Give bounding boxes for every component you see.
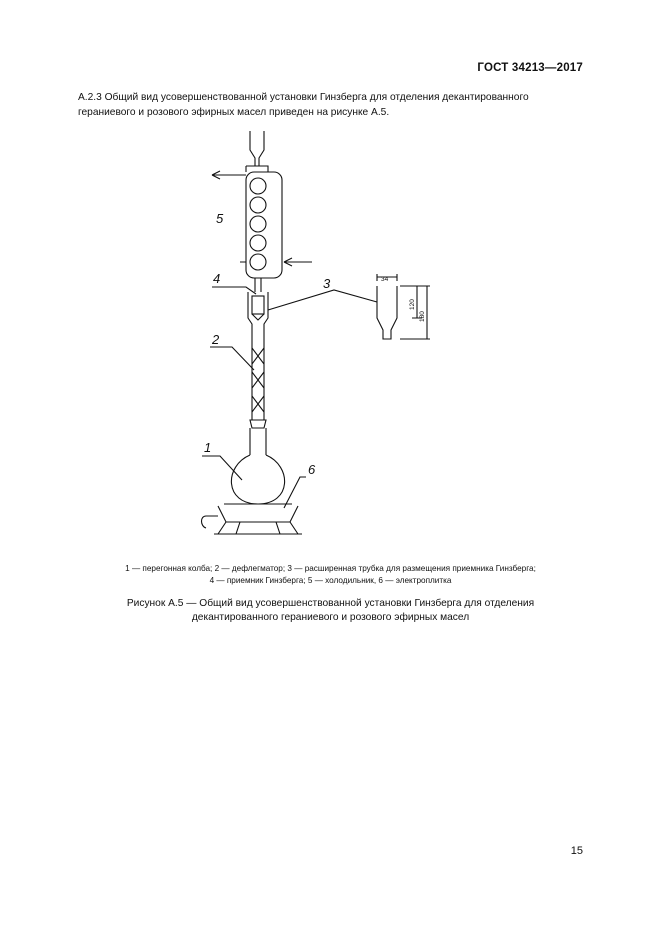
flask-neck — [250, 428, 266, 455]
legend-line-2: 4 — приемник Гинзберга; 5 — холодильник, 6 — электроплитка — [209, 576, 452, 585]
condenser-bulbs — [250, 178, 266, 270]
dim-width: 34 — [381, 276, 389, 283]
figure-legend — [60, 563, 601, 587]
label-2: 2 — [212, 332, 220, 347]
leader-6 — [284, 477, 306, 508]
condenser-jacket — [246, 172, 282, 278]
leader-3 — [268, 290, 377, 310]
condenser-top-left — [250, 131, 255, 166]
leader-1 — [202, 456, 242, 480]
caption-line-1: Рисунок А.5 — Общий вид усовершенствованной установки Гинзберга для отделения — [126, 598, 535, 609]
label-3: 3 — [323, 276, 331, 291]
legend-line-1: 1 — перегонная колба; 2 — дефлегматор; 3 — расширенная трубка для размещения приемника Гинзберга; — [125, 564, 536, 573]
dim-120: 120 — [409, 299, 416, 310]
label-6: 6 — [308, 462, 316, 477]
label-4: 4 — [213, 271, 221, 286]
label-1: 1 — [204, 440, 212, 455]
dephlegmator — [252, 336, 264, 420]
page-number: 15 — [570, 845, 583, 857]
hot-plate — [218, 504, 298, 522]
intro-paragraph: А.2.3 Общий вид усовершенствованной установки Гинзберга для отделения декантированного гераниевого и розового эфирных масел приведен на рисунке А.5. — [78, 92, 529, 118]
dim-180: 180 — [419, 311, 426, 322]
label-5: 5 — [216, 211, 224, 226]
receiver-detail — [377, 286, 397, 339]
leader-2 — [210, 347, 254, 370]
condenser-top-right — [259, 131, 264, 166]
caption-line-2: декантированного гераниевого и розового эфирных масел — [191, 612, 470, 623]
ginzberg-receiver — [252, 296, 264, 314]
distillation-flask — [231, 455, 284, 504]
figure-caption — [60, 597, 601, 625]
dephlegmator-bulbs — [252, 348, 264, 412]
leader-4 — [212, 287, 256, 294]
standard-number: ГОСТ 34213—2017 — [477, 62, 583, 74]
